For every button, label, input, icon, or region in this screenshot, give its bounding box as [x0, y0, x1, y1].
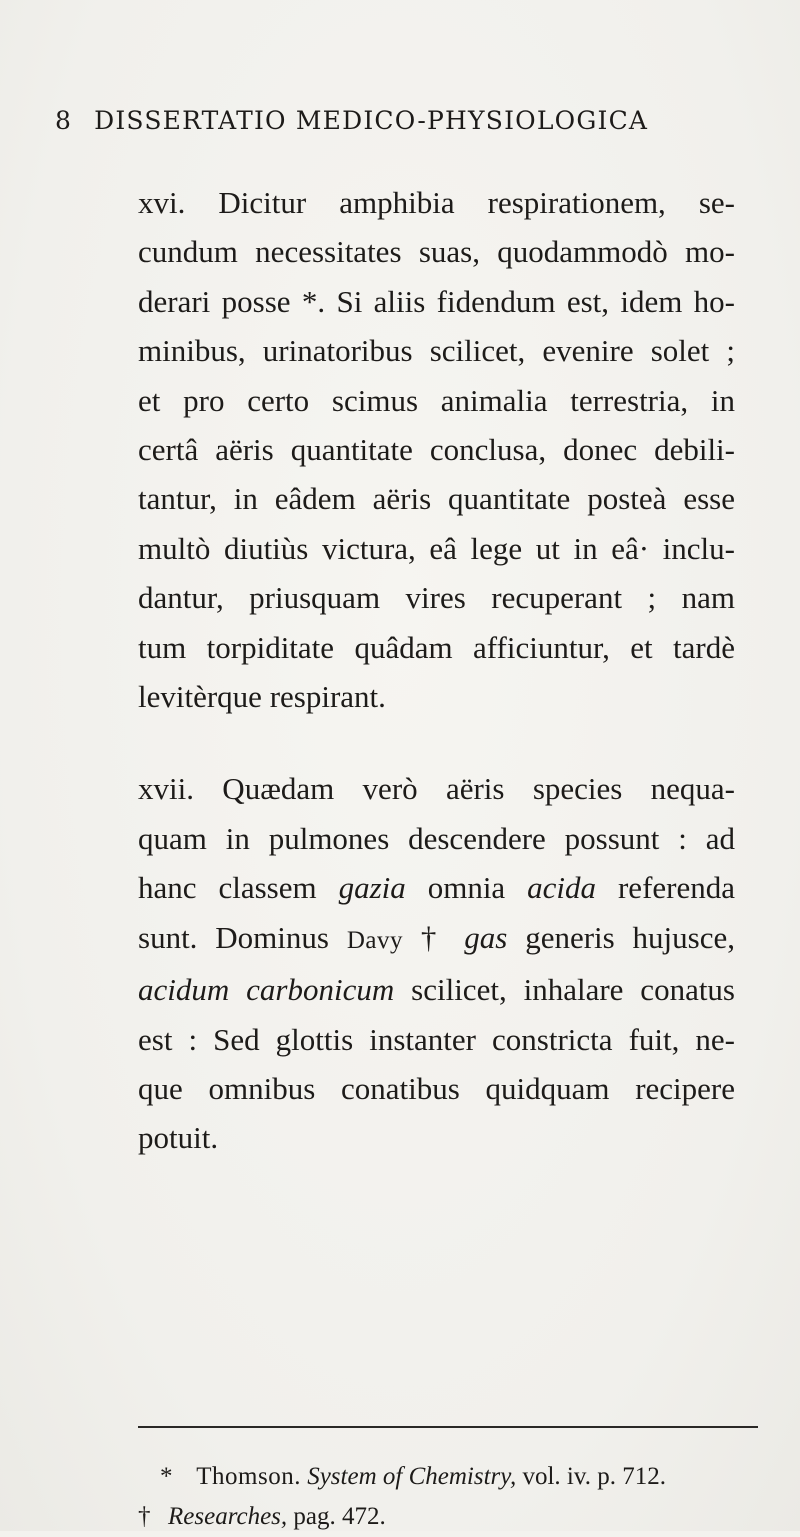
text-fragment: hanc classem [138, 870, 339, 906]
text-line: minibus, urinatoribus scilicet, evenire solet ; [138, 333, 735, 369]
footnote-ref: vol. iv. p. 712. [516, 1463, 666, 1490]
footnote-title: Researches, [168, 1503, 288, 1530]
main-text [138, 178, 735, 1163]
text-line: cundum necessitates suas, quodammodò mo- [138, 234, 735, 270]
text-line: tantur, in eâdem aëris quantitate posteà esse [138, 481, 735, 517]
italic-term-gazia: gazia [338, 870, 406, 906]
text-line: potuit. [138, 1120, 219, 1156]
running-header [55, 106, 648, 135]
text-line [138, 913, 735, 965]
text-line [138, 863, 735, 912]
italic-term-gas: gas [464, 919, 508, 955]
footnote-ref: pag. 472. [287, 1503, 386, 1530]
text-fragment: omnia [405, 870, 528, 906]
text-line: dantur, priusquam vires recuperant ; nam [138, 580, 735, 616]
footnotes [138, 1457, 758, 1537]
footnote-divider [138, 1426, 758, 1428]
footnote-2 [138, 1497, 758, 1537]
text-line: multò diutiùs victura, eâ lege ut in eâ· inclu- [138, 530, 735, 566]
footnote-author: Thomson. [196, 1463, 301, 1490]
text-line: et pro certo scimus animalia terrestria, in [138, 382, 735, 418]
footnote-title: System of Chemistry, [307, 1463, 517, 1490]
footnote-mark: * [160, 1463, 173, 1490]
running-title: DISSERTATIO MEDICO-PHYSIOLOGICA [94, 106, 649, 135]
paragraph-xvii [138, 764, 735, 1162]
text-line [138, 965, 735, 1014]
text-line: certâ aëris quantitate conclusa, donec debili- [138, 432, 735, 468]
text-line: tum torpiditate quâdam afficiuntur, et tardè [138, 629, 735, 665]
author-name-davy: Davy [346, 926, 403, 954]
footnote-1 [138, 1457, 758, 1497]
page-number: 8 [55, 106, 73, 135]
text-line: est : Sed glottis instanter constricta fuit, ne- [138, 1021, 735, 1057]
italic-term-acidum-carbonicum: acidum carbonicum [138, 972, 395, 1008]
text-line: que omnibus conatibus quidquam recipere [138, 1070, 735, 1106]
text-line: derari posse *. Si aliis fidendum est, idem ho- [138, 283, 735, 319]
text-fragment: referenda [596, 870, 735, 906]
footnote-mark: † [138, 1503, 151, 1530]
text-fragment: sunt. Dominus [138, 919, 347, 955]
italic-term-acida: acida [527, 870, 597, 906]
footnote-mark-dagger: † [402, 919, 465, 955]
text-line: levitèrque respirant. [138, 679, 386, 715]
text-line: quam in pulmones descendere possunt : ad [138, 820, 735, 856]
text-fragment: scilicet, inhalare conatus [394, 972, 735, 1008]
text-line: xvi. Dicitur amphibia respirationem, se- [138, 185, 735, 220]
paragraph-xvi [138, 178, 735, 721]
text-fragment: generis hujusce, [507, 919, 736, 955]
text-line: xvii. Quædam verò aëris species nequa- [138, 771, 735, 807]
